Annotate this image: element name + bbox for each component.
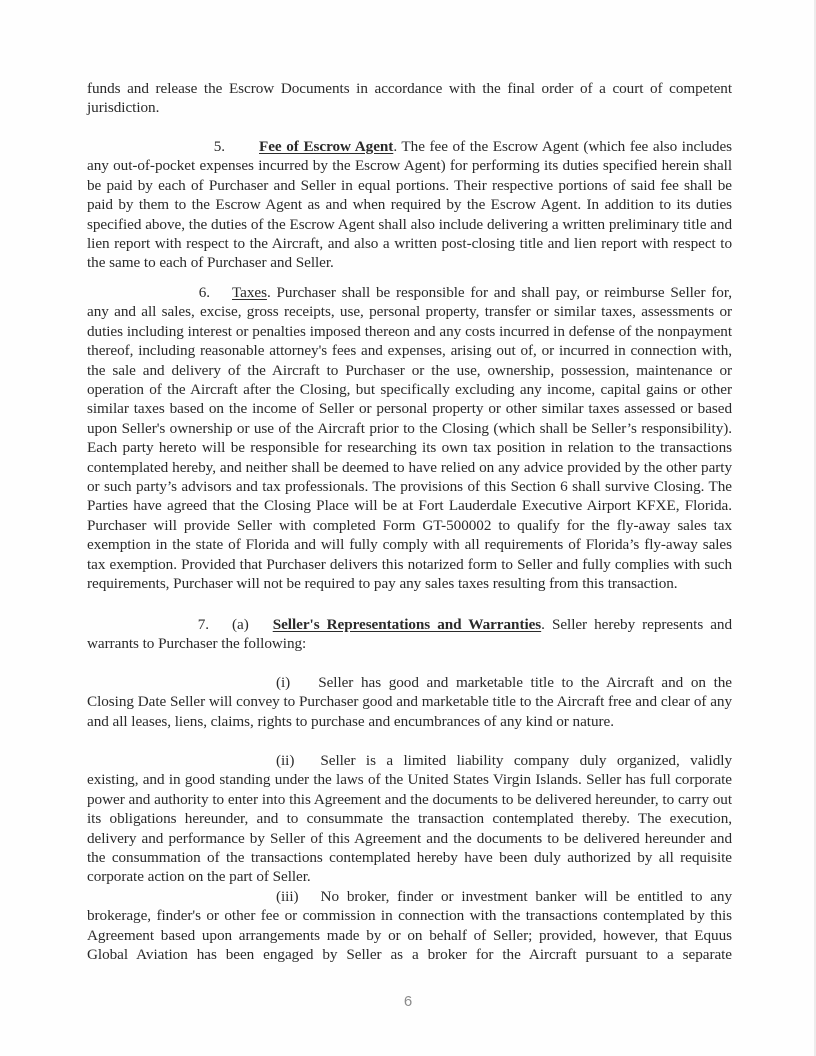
item-ii-text: Seller is a limited liability company duly organized, validly existing, and in good standing under the laws of the United States Virgin Islands. Seller has full corporate power and authority to enter into this Agreement and the documents to be delivered hereunder, to carry out its obligations hereunder, and to consummate the transaction contemplated thereby. The execution, delivery and performance by Seller of this Agreement and the documents to be delivered hereunder and the consummation of the transactions contemplated hereby have been duly authorized by all requisite corporate action on the part of Seller. bbox=[87, 752, 732, 886]
section-7-body: . Seller hereby represents and warrants to Purchaser the following: bbox=[87, 616, 732, 653]
section-6-heading: Taxes bbox=[232, 284, 267, 301]
section-6-number: 6. bbox=[198, 284, 210, 301]
section-7-item-iii bbox=[87, 887, 732, 965]
section-5-number: 5. bbox=[213, 138, 225, 155]
section-5-body: . The fee of the Escrow Agent (which fee also includes any out-of-pocket expenses incurred by the Escrow Agent) for performing its duties specified herein shall be paid by each of Purchaser and Seller in equal portions. Their respective portions of said fee shall be paid by them to the Escrow Agent as and when required by the Escrow Agent. In addition to its duties specified above, the duties of the Escrow Agent shall also include delivering a written preliminary title and lien report with respect to the Aircraft, and also a written post-closing title and lien report with respect to the same to each of Purchaser and Seller. bbox=[87, 138, 732, 272]
section-7-number: 7. bbox=[197, 616, 209, 633]
section-7-item-i bbox=[87, 673, 732, 731]
item-ii-label: (ii) bbox=[276, 752, 295, 769]
section-7-heading: Seller's Representations and Warranties bbox=[272, 616, 542, 633]
section-5 bbox=[87, 137, 732, 273]
section-7a bbox=[87, 615, 732, 654]
section-7-item-ii bbox=[87, 751, 732, 887]
item-i-text: Seller has good and marketable title to the Aircraft and on the Closing Date Seller will convey to Purchaser good and marketable title to the Aircraft free and clear of any and all leases, liens, claims, rights to purchase and encumbrances of any kind or nature. bbox=[87, 674, 732, 730]
item-iii-text: No broker, finder or investment banker will be entitled to any brokerage, finder's or other fee or commission in connection with the transactions contemplated by this Agreement based upon arrangements made by or on behalf of Seller; provided, however, that Equus Global Aviation has been engaged by Seller as a broker for the Aircraft pursuant to a separate bbox=[87, 888, 732, 964]
section-7-sub-label: (a) bbox=[232, 616, 249, 633]
item-i-label: (i) bbox=[276, 674, 291, 691]
section-6 bbox=[87, 283, 732, 594]
section-5-heading: Fee of Escrow Agent bbox=[259, 138, 394, 155]
page-number: 6 bbox=[403, 993, 413, 1010]
section-6-body: . Purchaser shall be responsible for and shall pay, or reimburse Seller for, any and all sales, excise, gross receipts, use, personal property, transfer or similar taxes, assessments or duties including interest or penalties imposed thereon and any costs incurred in defense of the nonpayment thereof, including reasonable attorney's fees and expenses, arising out of, or incurred in connection with, the sale and delivery of the Aircraft to Purchaser or the use, ownership, possession, maintenance or operation of the Aircraft after the Closing, but specifically excluding any income, capital gains or other similar taxes based on the income of Seller or personal property or other similar taxes assessed or based upon Seller's ownership or use of the Aircraft prior to the Closing (which shall be Seller’s responsibility). Each party hereto will be responsible for researching its own tax position in relation to the transactions contemplated hereby, and neither shall be deemed to have relied on any advice provided by the other party or such party’s advisors and tax professionals. The provisions of this Section 6 shall survive Closing. The Parties have agreed that the Closing Place will be at Fort Lauderdale Executive Airport KFXE, Florida. Purchaser will provide Seller with completed Form GT-500002 to qualify for the fly-away sales tax exemption in the state of Florida and will fully comply with all requirements of Florida’s fly-away sales tax exemption. Provided that Purchaser delivers this notarized form to Seller and fully complies with such requirements, Purchaser will not be required to pay any sales taxes resulting from this transaction. bbox=[87, 284, 732, 593]
continuation-text: funds and release the Escrow Documents in accordance with the final order of a court of competent jurisdiction. bbox=[87, 80, 732, 117]
continuation-paragraph bbox=[87, 79, 732, 118]
item-iii-label: (iii) bbox=[276, 888, 299, 905]
